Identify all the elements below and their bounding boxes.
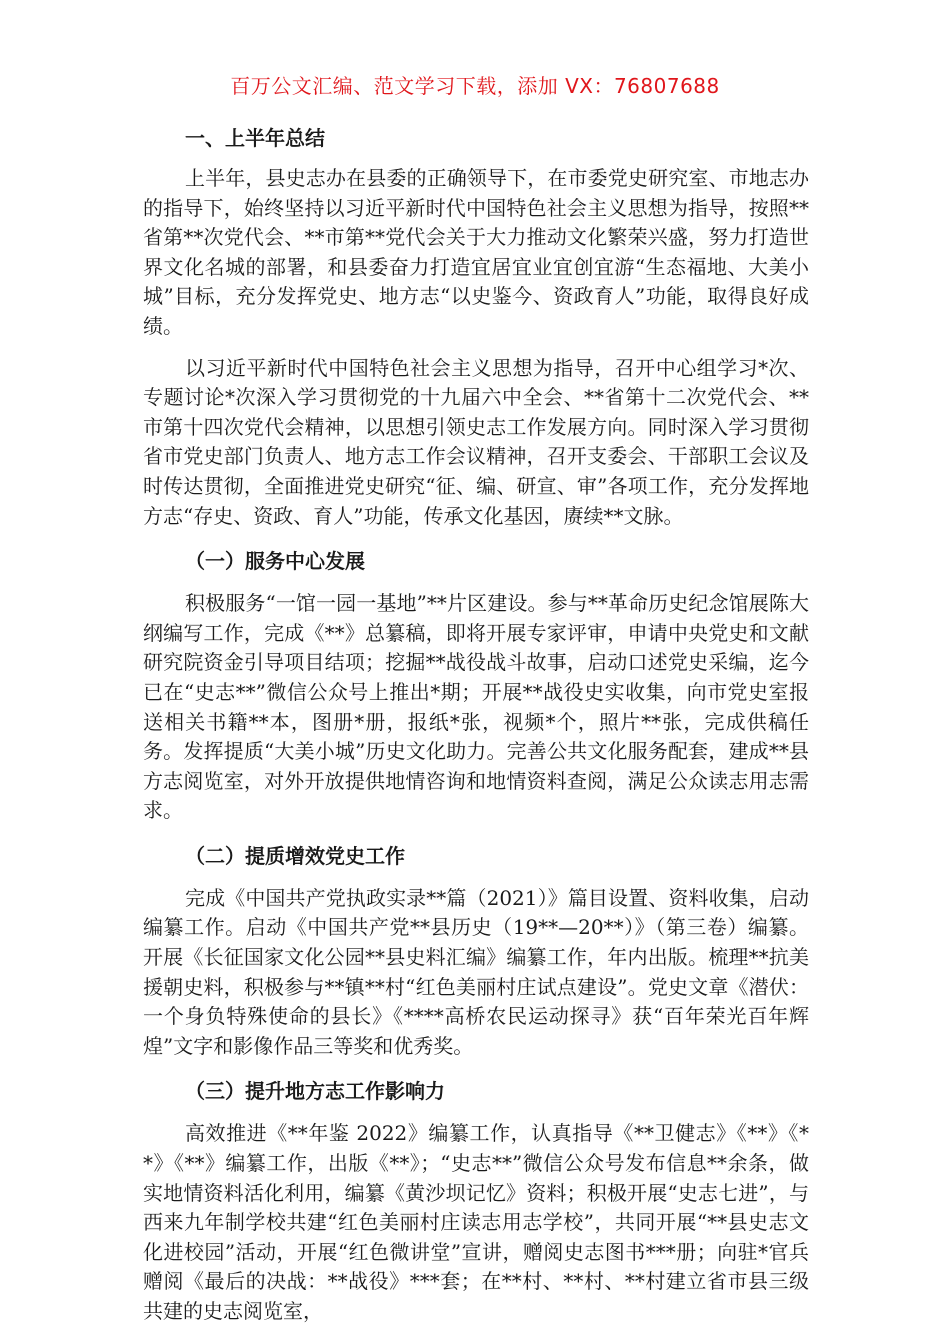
paragraph-service: 积极服务“一馆一园一基地”**片区建设。参与**革命历史纪念馆展陈大纲编写工作，完成《**》总纂稿，即将开展专家评审，申请中央党史和文献研究院资金引导项目结项；挖掘**战役战斗故事，启动口述党史采编，迄今已在“史志**”微信公众号上推出*期；开展**战役史实收集，向市党史室报送相关书籍**本，图册*册，报纸*张，视频*个，照片**张，完成供稿任务。发挥提质“大美小城”历史文化助力。完善公共文化服务配套，建成**县方志阅览室，对外开放提供地情咨询和地情资料查阅，满足公众读志用志需求。 — [143, 591, 809, 823]
paragraph-study: 以习近平新时代中国特色社会主义思想为指导，召开中心组学习*次、专题讨论*次深入学习贯彻党的十九届六中全会、**省第十二次党代会、**市第十四次党代会精神，以思想引领史志工作发展方向。同时深入学习贯彻省市党史部门负责人、地方志工作会议精神，召开支委会、干部职工会议及时传达贯彻，全面推进党史研究“征、编、研宣、审”各项工作，充分发挥地方志“存史、资政、育人”功能，传承文化基因，赓续**文脉。 — [143, 355, 809, 528]
paragraph-party-history: 完成《中国共产党执政实录**篇（2021）》篇目设置、资料收集，启动编纂工作。启动《中国共产党**县历史（19**—20**）》（第三卷）编纂。开展《长征国家文化公园**县史料汇编》编纂工作，年内出版。梳理**抗美援朝史料，积极参与**镇**村“红色美丽村庄试点建设”。党史文章《潜伏：一个身负特殊使命的县长》《****高桥农民运动探寻》获“百年荣光百年辉煌”文字和影像作品三等奖和优秀奖。 — [143, 885, 809, 1058]
subsection-heading-local-records: （三）提升地方志工作影响力 — [185, 1079, 445, 1104]
subsection-heading-party-history: （二）提质增效党史工作 — [185, 843, 405, 868]
paragraph-local-records: 高效推进《**年鉴 2022》编纂工作，认真指导《**卫健志》《**》《**》《**》编纂工作，出版《**》；“史志**”微信公众号发布信息**余条，做实地情资料活化利用，编纂《黄沙坝记忆》资料；积极开展“史志七进”，与西来九年制学校共建“红色美丽村庄读志用志学校”，共同开展“**县史志文化进校园”活动，开展“红色微讲堂”宣讲，赠阅史志图书***册；向驻*官兵赠阅《最后的决战：**战役》***套；在**村、**村、**村建立省市县三级共建的史志阅览室， — [143, 1121, 809, 1323]
section-heading-summary: 一、上半年总结 — [185, 126, 325, 150]
watermark-banner: 百万公文汇编、范文学习下载，添加 VX：76807688 — [230, 74, 720, 98]
paragraph-intro: 上半年，县史志办在县委的正确领导下，在市委党史研究室、市地志办的指导下，始终坚持以习近平新时代中国特色社会主义思想为指导，按照**省第**次党代会、**市第**党代会关于大力推动文化繁荣兴盛，努力打造世界文化名城的部署，和县委奋力打造宜居宜业宜创宜游“生态福地、大美小城”目标，充分发挥党史、地方志“以史鉴今、资政育人”功能，取得良好成绩。 — [143, 166, 809, 338]
subsection-heading-service: （一）服务中心发展 — [185, 549, 365, 574]
document-body — [143, 124, 809, 1339]
